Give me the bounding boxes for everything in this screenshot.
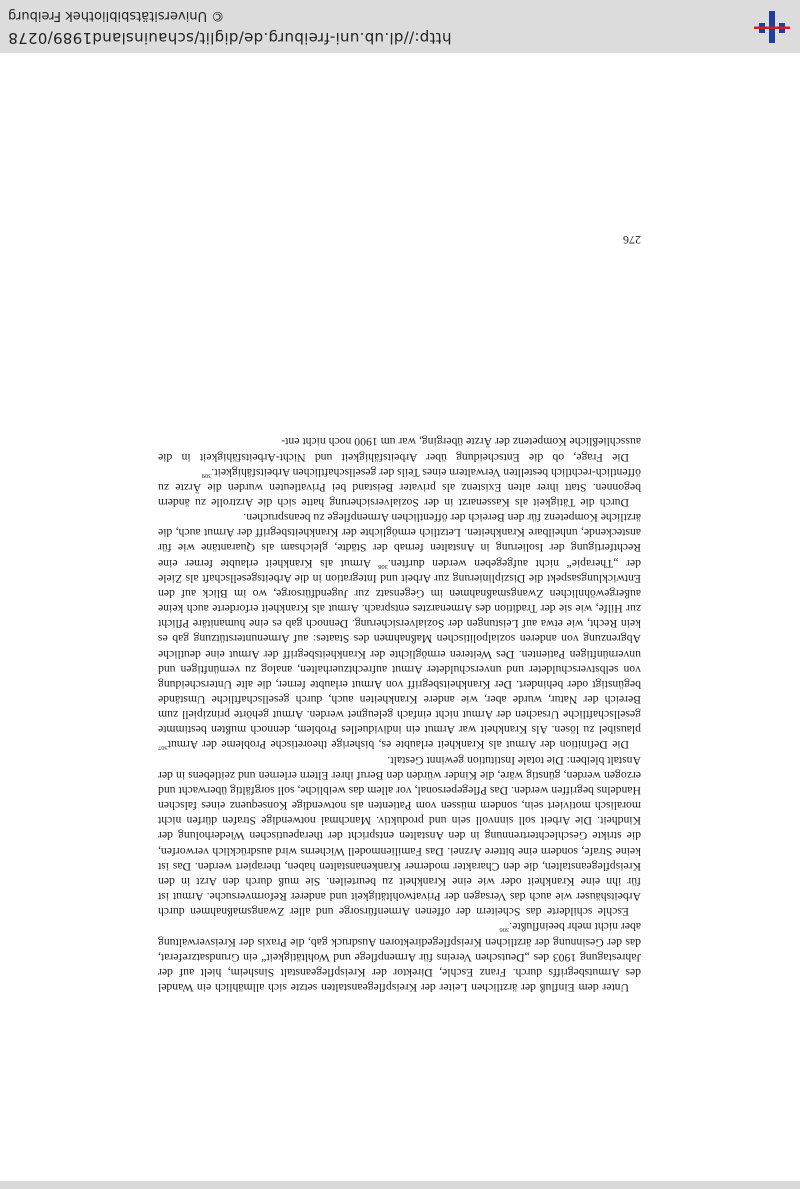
paragraph-3: Die Definition der Armut als Krankheit erlaubte es, bisherige theoretische Probleme der Armut$^{307}$ plausibel zu lösen. Als Krankheit war Armut ein individuelles Problem, dennoch mußten bestimmte gesellschaftliche Ursachen der Armut nicht einfach geleugnet werden. Armut gehörte prinzipiell zum Bereich der Natur, wurde aber, wie andere Krankheiten auch, durch gesellschaftliche Umstände begünstigt oder behindert. Der Krankheitsbegriff von Armut erlaubte ferner, die alte Unterscheidung von selbstverschuldeter und unverschuldeter Armut aufrechtzuerhalten, analog zu vernünftigen und unvernünftigen Patienten. Des Weiteren ermöglichte der Krankheitsbegriff der Armut eine deutliche Abgrenzung von anderen sozialpolitischen Maßnahmen des Staates: auf Armenunterstützung gab es kein Recht, wie etwa auf Leistungen der Sozialversicherung. Dennoch gab es eine humanitäre Pflicht zur Hilfe, wie sie der Tradition des Armenarztes entsprach. Armut als Krankheit erforderte auch keine außergewöhnlichen Zwangsmaßnahmen im Gegensatz zur Jugendfürsorge, wo im Blick auf den Entwicklungsaspekt die Disziplinierung zur Arbeit und Integration in die Arbeitsgesellschaft als Ziele der „Therapie“ nicht aufgegeben werden durften.$^{308}$ Armut als Krankheit erlaubte ferner eine Rechtfertigung der Isolierung in Anstalten fernab der Städte, gleichsam als Quarantäne wie für ansteckende, unheilbare Krankheiten. Letztlich ermöglichte der Krankheitsbegriff der Armut auch, die ärztliche Kompetenz für den Bereich der öffentlichen Armenpflege zu beanspruchen. [158, 511, 641, 752]
page-number: 276 [623, 233, 641, 247]
page-edge-strip [0, 1181, 800, 1189]
logo-accent-line [754, 27, 790, 30]
paragraph-4: Durch die Tätigkeit als Kassenarzt in der Sozialversicherung hatte sich die Arztrolle zu ändern begonnen. Statt ihrer alten Existenz als privater Beistand bei Privatleuten wurden die Ärzte zu öffentlich-rechtlich bestellten Verwaltern eines Teils der gesellschaftlichen Arbeitsfähigkeit.$^{309}$ [158, 465, 641, 509]
footnote-ref-306[interactable]: 306 [499, 926, 510, 934]
body-text [158, 434, 641, 995]
paragraph-1: Unter dem Einfluß der ärztlichen Leiter der Kreispflegeanstalten setzte sich allmählich ein Wandel des Armutsbegriffs durch. Franz Eschle, Direktor der Kreispflegeanstalt Sinsheim, hielt auf der Jahrestagung 1903 des „Deutschen Vereins für Armenpflege und Wohltätigkeit“ ein Grundsatzreferat, das der Gesinnung der ärztlichen Kreispflegedirektoren Ausdruck gab, die Praxis der Kreisverwaltung aber nicht mehr beeinflußte.$^{306}$ [158, 920, 641, 994]
ub-freiburg-logo-icon[interactable] [754, 9, 790, 45]
paragraph-2: Eschle schilderte das Scheitern der offenen Armenfürsorge und aller Zwangsmaßnahmen durch Arbeitshäuser wie auch das Versagen der Privatwohltätigkeit und anderer Reformversuche. Armut ist für ihn eine Krankheit oder wie eine Krankheit zu beurteilen. Sie muß durch den Arzt in den Kreispflegeanstalten, die den Charakter moderner Krankenanstalten haben, therapiert werden. Das ist keine Strafe, sondern eine bittere Arznei. Das Familienmodell Wicherns wird ausdrücklich verworfen, die strikte Geschlechtertrennung in den Anstalten entspricht der therapeutischen Wiederholung der Kindheit. Die Arbeit soll sinnvoll sein und produktiv. Manchmal notwendige Strafen dürfen nicht moralisch motiviert sein, sondern müssen vom Patienten als notwendige Konsequenz eines falschen Handelns begriffen werden. Das Pflegepersonal, vor allem das weibliche, soll sorgfältig überwacht und erzogen werden, günstig wäre, die Kinder würden den Beruf ihrer Eltern erlernen und zeitlebens in der Anstalt bleiben: Die totale Institution gewinnt Gestalt. [158, 753, 641, 919]
footnote-ref-308[interactable]: 308 [378, 562, 388, 570]
paragraph-5: Die Frage, ob die Entscheidung über Arbeitsfähigkeit und Nicht-Arbeitsfähigkeit in die ausschließliche Kompetenz der Ärzte überging, war um 1900 noch nicht ent- [158, 435, 641, 464]
footnote-ref-307[interactable]: 307 [158, 744, 168, 752]
footnote-ref-309[interactable]: 309 [201, 471, 212, 479]
footer-url-link[interactable]: http://dl.ub.uni-freiburg.de/diglit/schauinsland1989/0278 [8, 29, 452, 47]
footer-copyright: © Universitätsbibliothek Freiburg [8, 8, 225, 23]
